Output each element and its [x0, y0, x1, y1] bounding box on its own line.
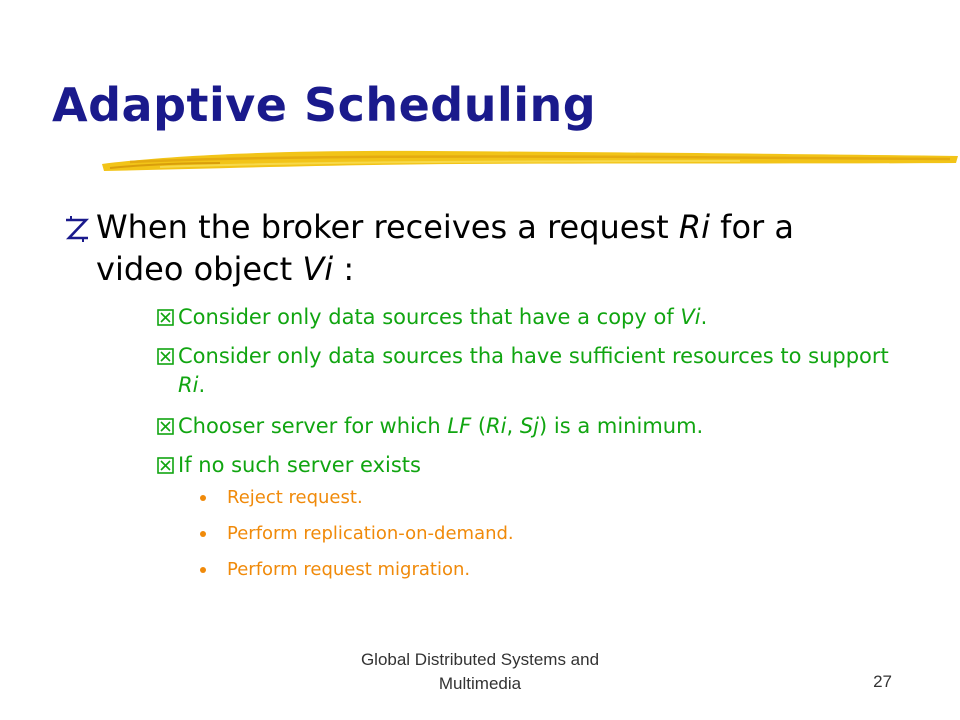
- dot-icon: [200, 567, 206, 573]
- sub-bullet: [157, 342, 897, 400]
- brush-stroke-underline: [100, 138, 960, 178]
- sub-sub-bullet: [200, 522, 800, 546]
- checkbox-x-icon: [157, 418, 174, 435]
- sub-bullet: [157, 412, 897, 441]
- sub-sub-bullet: [200, 486, 800, 510]
- page-number: 27: [873, 672, 892, 691]
- sub-bullet: [157, 451, 897, 480]
- checkbox-x-icon: [157, 457, 174, 474]
- slide-footer: [300, 648, 660, 696]
- dot-icon: [200, 531, 206, 537]
- sub-bullet-text: Consider only data sources that have a copy of Vi.: [178, 305, 708, 329]
- sub-sub-bullet: [200, 558, 800, 582]
- dot-icon: [200, 495, 206, 501]
- main-bullet: [62, 206, 882, 290]
- sub-sub-bullet-text: Reject request.: [227, 487, 363, 508]
- main-bullet-text: When the broker receives a request Ri for a video object Vi :: [96, 208, 794, 288]
- footer-line: Multimedia: [438, 674, 522, 693]
- sub-bullet: [157, 303, 897, 332]
- sub-bullet-text: If no such server exists: [178, 453, 421, 477]
- sub-bullet-text: Consider only data sources tha have sufficient resources to support Ri.: [178, 344, 889, 397]
- checkbox-x-icon: [157, 309, 174, 326]
- sub-sub-bullet-text: Perform replication-on-demand.: [227, 523, 514, 544]
- sub-sub-bullet-text: Perform request migration.: [227, 559, 471, 580]
- slide-title: Adaptive Scheduling: [52, 78, 597, 132]
- sub-bullet-text: Chooser server for which LF (Ri, Sj) is a minimum.: [178, 414, 704, 438]
- checkbox-x-icon: [157, 348, 174, 365]
- footer-line: Global Distributed Systems and: [360, 650, 600, 669]
- z-glyph-icon: [62, 210, 92, 244]
